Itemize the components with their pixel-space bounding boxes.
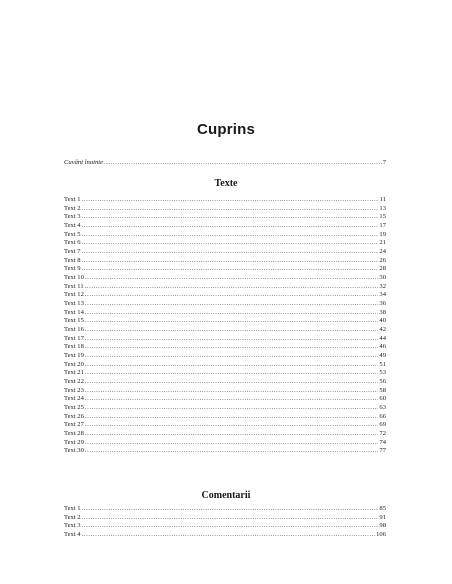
- toc-entry-label: Text 29: [64, 438, 84, 446]
- toc-entry: [64, 369, 386, 378]
- toc-entry-label: Text 25: [64, 404, 84, 412]
- toc-entry: [64, 205, 386, 214]
- toc-entry-label: Text 3: [64, 213, 81, 221]
- toc-entry: [64, 387, 386, 396]
- dot-leader: [82, 522, 379, 531]
- toc-entry-page: 19: [379, 230, 386, 238]
- toc-entry: [64, 447, 386, 456]
- toc-entry-intro: [64, 159, 386, 167]
- toc-entry-page: 51: [379, 360, 386, 368]
- toc-entry-label: Text 12: [64, 291, 84, 299]
- toc-entry: [64, 274, 386, 283]
- dot-leader: [82, 213, 379, 222]
- toc-entry: [64, 514, 386, 523]
- toc-entry-label: Text 6: [64, 239, 81, 247]
- dot-leader: [82, 231, 379, 240]
- toc-entry-page: 13: [379, 204, 386, 212]
- dot-leader: [85, 430, 379, 439]
- dot-leader: [85, 300, 379, 309]
- toc-entry-label: Text 10: [64, 274, 84, 282]
- toc-entry-label: Text 30: [64, 447, 84, 455]
- toc-entry-page: 53: [379, 369, 386, 377]
- toc-entry-page: 36: [379, 300, 386, 308]
- toc-entry-label: Text 2: [64, 513, 81, 521]
- dot-leader: [85, 291, 379, 300]
- dot-leader: [85, 404, 379, 413]
- toc-entry: [64, 421, 386, 430]
- toc-entry-label: Text 16: [64, 326, 84, 334]
- toc-list-texte: [64, 196, 386, 456]
- toc-entry-page: 74: [379, 438, 386, 446]
- toc-entry-page: 66: [379, 412, 386, 420]
- dot-leader: [85, 274, 379, 283]
- toc-entry-page: 40: [379, 317, 386, 325]
- toc-entry: [64, 257, 386, 266]
- dot-leader: [82, 196, 379, 205]
- toc-entry-label: Text 8: [64, 256, 81, 264]
- toc-entry-label: Text 7: [64, 248, 81, 256]
- toc-entry: [64, 239, 386, 248]
- dot-leader: [85, 369, 379, 378]
- toc-entry-label: Text 27: [64, 421, 84, 429]
- toc-entry-page: 69: [379, 421, 386, 429]
- toc-entry-label: Text 11: [64, 282, 84, 290]
- dot-leader: [82, 205, 379, 214]
- section-heading-texte: Texte: [214, 178, 238, 189]
- toc-entry-page: 56: [379, 378, 386, 386]
- toc-entry: [64, 505, 386, 514]
- dot-leader: [85, 447, 379, 456]
- dot-leader: [85, 326, 379, 335]
- toc-entry-page: 63: [379, 404, 386, 412]
- dot-leader: [85, 378, 379, 387]
- toc-entry-page: 42: [379, 326, 386, 334]
- page-title: Cuprins: [196, 121, 256, 138]
- toc-entry-page: 32: [379, 282, 386, 290]
- toc-entry: [64, 395, 386, 404]
- toc-entry-page: 44: [379, 334, 386, 342]
- toc-entry-label: Text 13: [64, 300, 84, 308]
- toc-entry-page: 85: [379, 505, 386, 512]
- dot-leader: [82, 239, 379, 248]
- dot-leader: [85, 387, 379, 396]
- toc-entry-page: 98: [379, 522, 386, 530]
- toc-entry-label: Text 4: [64, 222, 81, 230]
- dot-leader: [85, 439, 379, 448]
- toc-entry: [64, 326, 386, 335]
- toc-entry: [64, 413, 386, 422]
- dot-leader: [104, 159, 382, 167]
- dot-leader: [82, 222, 379, 231]
- toc-entry-page: 26: [379, 256, 386, 264]
- dot-leader: [85, 421, 379, 430]
- toc-entry-page: 15: [379, 213, 386, 221]
- toc-entry: [64, 291, 386, 300]
- toc-entry-label: Text 5: [64, 230, 81, 238]
- toc-entry-label: Text 22: [64, 378, 84, 386]
- toc-entry: [64, 300, 386, 309]
- toc-entry: [64, 283, 386, 292]
- dot-leader: [82, 265, 379, 274]
- toc-entry: [64, 309, 386, 318]
- toc-entry: [64, 231, 386, 240]
- dot-leader: [82, 514, 379, 523]
- toc-entry: [64, 248, 386, 257]
- toc-entry: [64, 265, 386, 274]
- toc-entry-page: 58: [379, 386, 386, 394]
- toc-entry-label: Cuvânt înainte: [64, 159, 104, 166]
- toc-entry-page: 38: [379, 308, 386, 316]
- dot-leader: [85, 335, 379, 344]
- dot-leader: [82, 505, 379, 514]
- toc-entry: [64, 531, 386, 540]
- toc-entry-label: Text 2: [64, 204, 81, 212]
- toc-entry: [64, 317, 386, 326]
- toc-entry-label: Text 18: [64, 343, 84, 351]
- toc-entry: [64, 522, 386, 531]
- toc-entry: [64, 335, 386, 344]
- toc-entry-label: Text 1: [64, 505, 81, 512]
- dot-leader: [82, 257, 379, 266]
- dot-leader: [82, 248, 379, 257]
- toc-list-comentarii: [64, 505, 386, 540]
- toc-entry-page: 30: [379, 274, 386, 282]
- toc-entry-page: 28: [379, 265, 386, 273]
- toc-entry-label: Text 4: [64, 531, 81, 539]
- toc-entry-label: Text 19: [64, 352, 84, 360]
- toc-entry: [64, 213, 386, 222]
- toc-entry-page: 77: [379, 447, 386, 455]
- toc-entry-page: 91: [379, 513, 386, 521]
- toc-entry: [64, 378, 386, 387]
- dot-leader: [85, 395, 379, 404]
- toc-entry-page: 11: [379, 196, 386, 203]
- toc-entry-page: 60: [379, 395, 386, 403]
- toc-entry-page: 106: [376, 531, 386, 539]
- toc-entry-label: Text 1: [64, 196, 81, 203]
- dot-leader: [85, 343, 379, 352]
- toc-entry-page: 72: [379, 430, 386, 438]
- toc-entry-label: Text 21: [64, 369, 84, 377]
- dot-leader: [85, 283, 379, 292]
- toc-entry-label: Text 3: [64, 522, 81, 530]
- toc-entry-label: Text 28: [64, 430, 84, 438]
- toc-entry: [64, 196, 386, 205]
- section-heading-comentarii: Comentarii: [201, 490, 251, 501]
- toc-entry: [64, 404, 386, 413]
- toc-entry-page: 34: [379, 291, 386, 299]
- toc-entry: [64, 439, 386, 448]
- toc-entry-label: Text 20: [64, 360, 84, 368]
- dot-leader: [85, 309, 379, 318]
- toc-entry: [64, 343, 386, 352]
- toc-entry: [64, 361, 386, 370]
- toc-entry-page: 46: [379, 343, 386, 351]
- toc-entry-page: 7: [382, 159, 386, 166]
- toc-entry-label: Text 23: [64, 386, 84, 394]
- toc-entry: [64, 352, 386, 361]
- toc-entry: [64, 430, 386, 439]
- dot-leader: [85, 361, 379, 370]
- toc-entry-label: Text 17: [64, 334, 84, 342]
- toc-entry: [64, 222, 386, 231]
- dot-leader: [85, 413, 379, 422]
- toc-entry-page: 49: [379, 352, 386, 360]
- toc-entry-label: Text 26: [64, 412, 84, 420]
- toc-entry-page: 21: [379, 239, 386, 247]
- toc-entry-label: Text 14: [64, 308, 84, 316]
- dot-leader: [85, 352, 379, 361]
- dot-leader: [82, 531, 376, 540]
- toc-entry-page: 24: [379, 248, 386, 256]
- toc-entry-page: 17: [379, 222, 386, 230]
- toc-entry-label: Text 9: [64, 265, 81, 273]
- dot-leader: [85, 317, 379, 326]
- toc-entry-label: Text 15: [64, 317, 84, 325]
- toc-entry-label: Text 24: [64, 395, 84, 403]
